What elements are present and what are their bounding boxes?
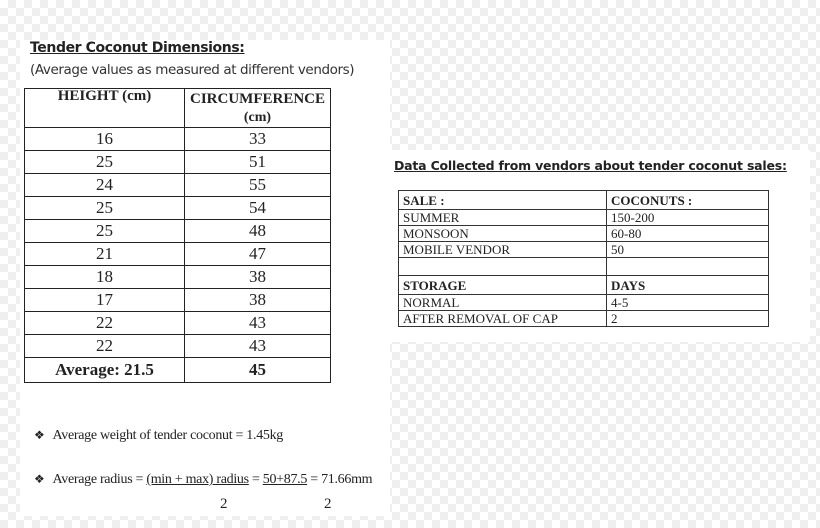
height-cell: 25 — [25, 220, 185, 243]
height-header: HEIGHT (cm) — [25, 89, 185, 128]
circumference-cell: 51 — [185, 151, 331, 174]
sale-header: SALE : — [399, 191, 607, 210]
circumference-header — [185, 89, 331, 128]
diamond-bullet-icon: ❖ — [34, 472, 45, 486]
table-row — [25, 174, 331, 197]
radius-note — [34, 472, 372, 488]
circumference-header-label: CIRCUMFERENCE — [190, 90, 325, 107]
height-cell: 21 — [25, 243, 185, 266]
sales-panel — [390, 150, 810, 342]
sale-cell: MOBILE VENDOR — [399, 242, 607, 258]
circumference-cell: 38 — [185, 266, 331, 289]
table-row — [25, 243, 331, 266]
circumference-cell: 47 — [185, 243, 331, 266]
table-row — [25, 266, 331, 289]
empty-cell — [607, 258, 769, 276]
height-cell: 17 — [25, 289, 185, 312]
days-cell: 2 — [607, 311, 769, 327]
circumference-cell: 48 — [185, 220, 331, 243]
coconuts-header: COCONUTS : — [607, 191, 769, 210]
empty-cell — [399, 258, 607, 276]
table-row — [25, 335, 331, 358]
height-cell: 22 — [25, 335, 185, 358]
days-header: DAYS — [607, 276, 769, 295]
circumference-cell: 54 — [185, 197, 331, 220]
table-header-row — [25, 89, 331, 128]
table-row — [25, 312, 331, 335]
coconuts-cell: 50 — [607, 242, 769, 258]
spacer-row — [399, 258, 769, 276]
diamond-bullet-icon: ❖ — [34, 428, 45, 442]
table-row — [399, 226, 769, 242]
table-row — [25, 151, 331, 174]
circumference-cell: 43 — [185, 335, 331, 358]
sales-title: Data Collected from vendors about tender coconut sales: — [394, 158, 787, 173]
sale-cell: MONSOON — [399, 226, 607, 242]
table-row — [25, 220, 331, 243]
storage-cell: AFTER REMOVAL OF CAP — [399, 311, 607, 327]
table-row — [399, 242, 769, 258]
dimensions-title: Tender Coconut Dimensions: — [30, 40, 245, 56]
height-cell: 25 — [25, 151, 185, 174]
circumference-cell: 55 — [185, 174, 331, 197]
circumference-cell: 38 — [185, 289, 331, 312]
height-cell: 16 — [25, 128, 185, 151]
storage-cell: NORMAL — [399, 295, 607, 311]
radius-equals: = — [248, 472, 263, 487]
table-row — [399, 311, 769, 327]
height-cell: 22 — [25, 312, 185, 335]
radius-prefix: Average radius = — [52, 472, 147, 487]
dimensions-subtitle: (Average values as measured at different vendors) — [30, 62, 355, 78]
height-cell: 24 — [25, 174, 185, 197]
coconuts-cell: 60-80 — [607, 226, 769, 242]
height-cell: 18 — [25, 266, 185, 289]
radius-denominator-2: 2 — [324, 496, 332, 512]
sales-header-row — [399, 191, 769, 210]
dimensions-table — [24, 88, 331, 383]
radius-denominator-1: 2 — [220, 496, 228, 512]
table-row — [25, 197, 331, 220]
storage-header-row — [399, 276, 769, 295]
average-height-cell: Average: 21.5 — [25, 358, 185, 383]
radius-formula: (min + max) radius — [146, 472, 249, 487]
circumference-cell: 43 — [185, 312, 331, 335]
coconuts-cell: 150-200 — [607, 210, 769, 226]
average-circumference-cell: 45 — [185, 358, 331, 383]
sales-table — [398, 190, 769, 327]
weight-note-text: Average weight of tender coconut = 1.45kg — [52, 428, 284, 443]
radius-result: = 71.66mm — [307, 472, 373, 487]
days-cell: 4-5 — [607, 295, 769, 311]
table-row — [25, 289, 331, 312]
storage-header: STORAGE — [399, 276, 607, 295]
table-row — [399, 210, 769, 226]
dimensions-panel — [20, 40, 390, 516]
table-row — [399, 295, 769, 311]
weight-note — [34, 428, 283, 444]
circumference-header-unit: (cm) — [243, 109, 272, 125]
circumference-cell: 33 — [185, 128, 331, 151]
sale-cell: SUMMER — [399, 210, 607, 226]
table-row — [25, 128, 331, 151]
average-row — [25, 358, 331, 383]
height-cell: 25 — [25, 197, 185, 220]
radius-values: 50+87.5 — [262, 472, 308, 487]
dimensions-table-body — [25, 128, 331, 383]
